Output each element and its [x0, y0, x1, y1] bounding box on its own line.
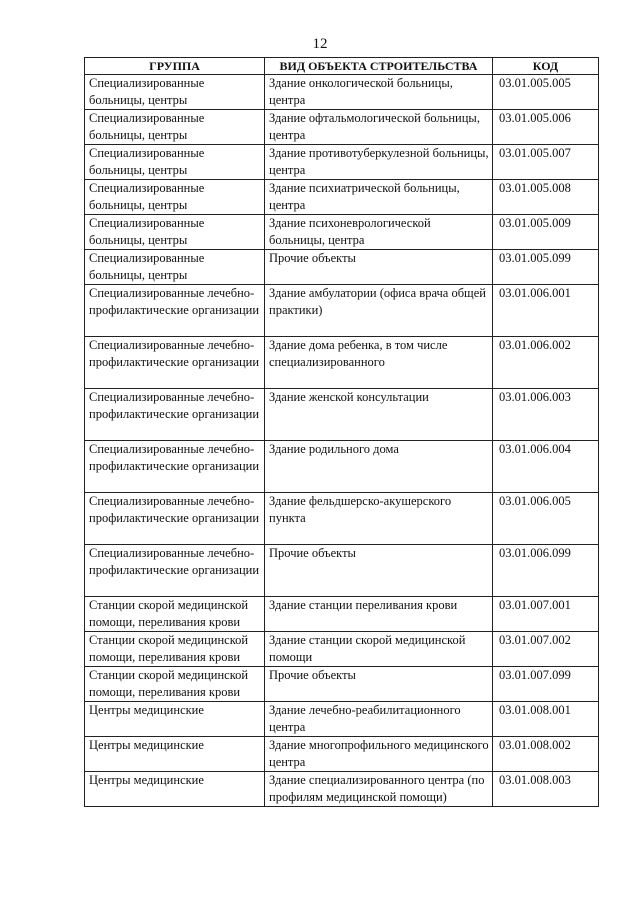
table-row: [85, 389, 599, 441]
code-cell: 03.01.007.001: [493, 597, 599, 632]
header-code: КОД: [493, 58, 599, 75]
page-number: 12: [312, 36, 328, 52]
group-cell: Специализированные лечебно-профилактические организации: [85, 285, 265, 337]
object-cell: Здание фельдшерско-акушерского пункта: [265, 493, 493, 545]
group-cell: Центры медицинские: [85, 772, 265, 807]
object-cell: Здание родильного дома: [265, 441, 493, 493]
group-cell: Специализированные лечебно-профилактические организации: [85, 441, 265, 493]
object-cell: Здание дома ребенка, в том числе специализированного: [265, 337, 493, 389]
group-cell: Специализированные лечебно-профилактические организации: [85, 545, 265, 597]
table-row: [85, 285, 599, 337]
code-cell: 03.01.008.002: [493, 737, 599, 772]
group-cell: Специализированные больницы, центры: [85, 215, 265, 250]
header-object-type: ВИД ОБЪЕКТА СТРОИТЕЛЬСТВА: [265, 58, 493, 75]
table-row: [85, 250, 599, 285]
object-cell: Здание противотуберкулезной больницы, центра: [265, 145, 493, 180]
table-row: [85, 145, 599, 180]
code-cell: 03.01.007.002: [493, 632, 599, 667]
code-cell: 03.01.006.099: [493, 545, 599, 597]
table-row: [85, 702, 599, 737]
group-cell: Станции скорой медицинской помощи, переливания крови: [85, 632, 265, 667]
code-cell: 03.01.005.006: [493, 110, 599, 145]
object-cell: Здание онкологической больницы, центра: [265, 75, 493, 110]
object-classification-table: [84, 57, 599, 807]
table-row: [85, 772, 599, 807]
group-cell: Специализированные больницы, центры: [85, 180, 265, 215]
group-cell: Специализированные больницы, центры: [85, 110, 265, 145]
code-cell: 03.01.005.099: [493, 250, 599, 285]
table-row: [85, 180, 599, 215]
object-cell: Здание многопрофильного медицинского центра: [265, 737, 493, 772]
group-cell: Специализированные больницы, центры: [85, 250, 265, 285]
object-cell: Здание специализированного центра (по профилям медицинской помощи): [265, 772, 493, 807]
table-row: [85, 337, 599, 389]
object-cell: Прочие объекты: [265, 545, 493, 597]
code-cell: 03.01.005.009: [493, 215, 599, 250]
table-row: [85, 545, 599, 597]
group-cell: Центры медицинские: [85, 702, 265, 737]
group-cell: Специализированные лечебно-профилактические организации: [85, 337, 265, 389]
code-cell: 03.01.005.007: [493, 145, 599, 180]
table-row: [85, 441, 599, 493]
code-cell: 03.01.008.003: [493, 772, 599, 807]
group-cell: Специализированные больницы, центры: [85, 75, 265, 110]
group-cell: Центры медицинские: [85, 737, 265, 772]
table-row: [85, 75, 599, 110]
table-row: [85, 215, 599, 250]
code-cell: 03.01.006.005: [493, 493, 599, 545]
code-cell: 03.01.006.003: [493, 389, 599, 441]
object-cell: Здание психиатрической больницы, центра: [265, 180, 493, 215]
header-group: ГРУППА: [85, 58, 265, 75]
code-cell: 03.01.005.005: [493, 75, 599, 110]
object-cell: Здание женской консультации: [265, 389, 493, 441]
code-cell: 03.01.008.001: [493, 702, 599, 737]
code-cell: 03.01.005.008: [493, 180, 599, 215]
code-cell: 03.01.006.001: [493, 285, 599, 337]
table-row: [85, 737, 599, 772]
object-cell: Прочие объекты: [265, 250, 493, 285]
object-cell: Здание амбулатории (офиса врача общей практики): [265, 285, 493, 337]
table-header-row: [85, 58, 599, 75]
group-cell: Специализированные лечебно-профилактические организации: [85, 389, 265, 441]
table-row: [85, 110, 599, 145]
object-cell: Здание психоневрологической больницы, центра: [265, 215, 493, 250]
object-cell: Здание лечебно-реабилитационного центра: [265, 702, 493, 737]
object-cell: Здание станции скорой медицинской помощи: [265, 632, 493, 667]
group-cell: Специализированные больницы, центры: [85, 145, 265, 180]
object-cell: Здание станции переливания крови: [265, 597, 493, 632]
table-row: [85, 493, 599, 545]
table-row: [85, 597, 599, 632]
table-row: [85, 667, 599, 702]
object-cell: Здание офтальмологической больницы, центра: [265, 110, 493, 145]
group-cell: Станции скорой медицинской помощи, переливания крови: [85, 597, 265, 632]
object-cell: Прочие объекты: [265, 667, 493, 702]
table-row: [85, 632, 599, 667]
code-cell: 03.01.007.099: [493, 667, 599, 702]
code-cell: 03.01.006.002: [493, 337, 599, 389]
group-cell: Станции скорой медицинской помощи, переливания крови: [85, 667, 265, 702]
code-cell: 03.01.006.004: [493, 441, 599, 493]
group-cell: Специализированные лечебно-профилактические организации: [85, 493, 265, 545]
